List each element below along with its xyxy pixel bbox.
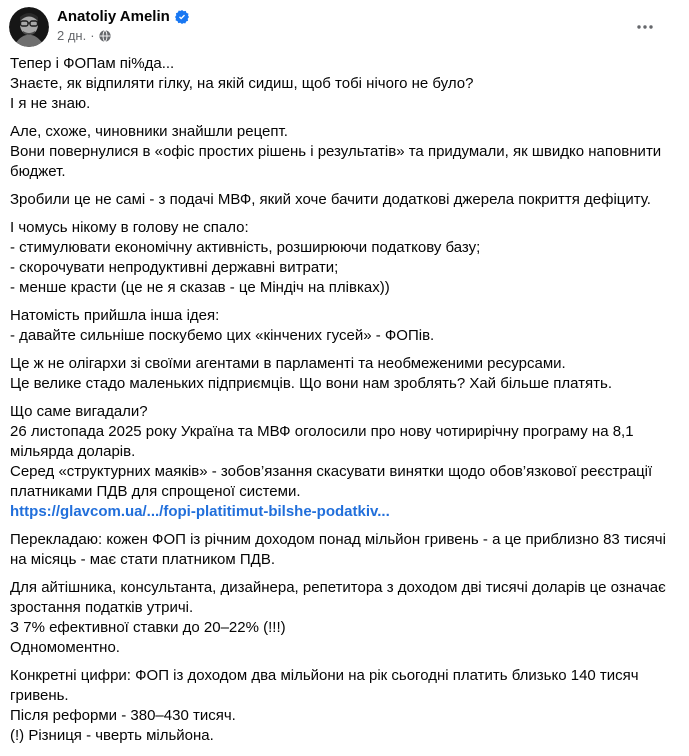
post-line: Це ж не олігархи зі своїми агентами в парламенті та необмеженими ресурсами. bbox=[10, 355, 566, 372]
post-link[interactable]: https://glavcom.ua/.../fopi-platitimut-bilshe-podatkiv... bbox=[10, 503, 390, 520]
post-line: Після реформи - 380–430 тисяч. bbox=[10, 707, 236, 724]
post-line: Але, схоже, чиновники знайшли рецепт. bbox=[10, 123, 288, 140]
author-avatar-photo bbox=[9, 7, 49, 47]
post-line: Натомість прийшла інша ідея: bbox=[10, 307, 220, 324]
post-line: - скорочувати непродуктивні державні витрати; bbox=[10, 259, 339, 276]
post-line: - менше красти (це не я сказав - це Міндіч на плівках)) bbox=[10, 279, 390, 296]
post-header bbox=[0, 0, 689, 49]
post-line: З 7% ефективної ставки до 20–22% (!!!) bbox=[10, 619, 286, 636]
author-row bbox=[57, 7, 629, 26]
post-line: Знаєте, як відпиляти гілку, на якій сидиш, щоб тобі нічого не було? bbox=[10, 75, 474, 92]
post-paragraph bbox=[10, 54, 671, 114]
post-line: - давайте сильніше поскубемо цих «кінчених гусей» - ФОПів. bbox=[10, 327, 435, 344]
globe-icon bbox=[99, 30, 111, 42]
post-paragraph bbox=[10, 354, 671, 394]
author-name[interactable]: Anatoliy Amelin bbox=[57, 8, 170, 25]
post-paragraph bbox=[10, 190, 671, 210]
post-paragraph bbox=[10, 122, 671, 182]
post-line: Конкретні цифри: ФОП із доходом два мільйони на рік сьогодні платить близько 140 тисяч гривень. bbox=[10, 667, 639, 704]
post-timestamp[interactable]: 2 дн. bbox=[57, 28, 87, 43]
post-line: Що саме вигадали? bbox=[10, 403, 148, 420]
post-paragraph bbox=[10, 306, 671, 346]
meta-separator: · bbox=[90, 28, 95, 43]
post-paragraph bbox=[10, 402, 671, 522]
post-line: - стимулювати економічну активність, розширюючи податкову базу; bbox=[10, 239, 481, 256]
post-menu-button[interactable] bbox=[629, 15, 661, 39]
post-line: (!) Різниця - чверть мільйона. bbox=[10, 727, 214, 744]
post-paragraph bbox=[10, 666, 671, 746]
post-line: Вони повернулися в «офіс простих рішень і результатів» та придумали, як швидко наповнити бюджет. bbox=[10, 143, 662, 180]
post-paragraph bbox=[10, 218, 671, 298]
post-line: Одномоментно. bbox=[10, 639, 120, 656]
post-line: 26 листопада 2025 року Україна та МВФ оголосили про нову чотирирічну програму на 8,1 мільярда доларів. bbox=[10, 423, 634, 460]
post-line: Для айтішника, консультанта, дизайнера, репетитора з доходом дві тисячі доларів це означає зростання податків утричі. bbox=[10, 579, 666, 616]
post-paragraph bbox=[10, 578, 671, 658]
post-line: І я не знаю. bbox=[10, 95, 91, 112]
post-line: І чомусь нікому в голову не спало: bbox=[10, 219, 249, 236]
author-avatar[interactable] bbox=[9, 7, 49, 47]
post-paragraph bbox=[10, 530, 671, 570]
ellipsis-icon bbox=[636, 18, 654, 36]
post-line: Тепер і ФОПам пі%да... bbox=[10, 55, 175, 72]
verified-badge-icon bbox=[175, 10, 189, 24]
post-line: Серед «структурних маяків» - зобов’язання скасувати винятки щодо обов’язкової реєстрації платниками ПДВ для спрощеної системи. bbox=[10, 463, 653, 500]
post-line: Це велике стадо маленьких підприємців. Що вони нам зроблять? Хай більше платять. bbox=[10, 375, 612, 392]
post-header-info bbox=[57, 7, 629, 44]
post-line: Зробили це не самі - з подачі МВФ, який хоче бачити додаткові джерела покриття дефіциту. bbox=[10, 191, 651, 208]
post-meta-row bbox=[57, 27, 629, 44]
post-content bbox=[0, 49, 689, 756]
post-line: Перекладаю: кожен ФОП із річним доходом понад мільйон гривень - а це приблизно 83 тисячі на місяць - має стати платником ПДВ. bbox=[10, 531, 666, 568]
